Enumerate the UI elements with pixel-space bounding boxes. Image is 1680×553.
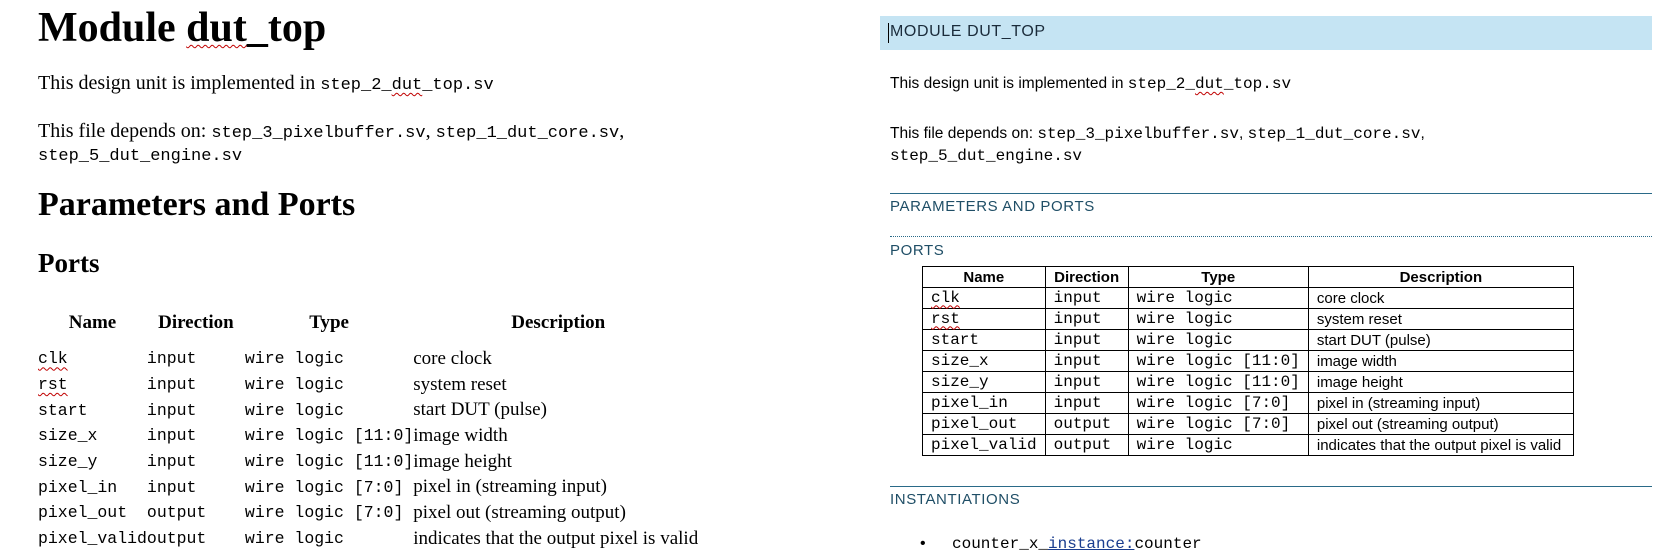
port-description-cell [1308, 372, 1573, 393]
depends-file-2: step_1_dut_core.sv [435, 124, 620, 143]
table-row [923, 330, 1574, 351]
port-name-cell-text: size_x [38, 426, 98, 446]
table-row [38, 449, 703, 475]
impl-prefix: This design unit is implemented in [890, 75, 1128, 92]
port-type-cell-text: wire logic [1136, 435, 1233, 454]
port-description-cell [1308, 435, 1573, 456]
port-name-cell-text: start [38, 400, 88, 420]
port-type-cell-text: wire logic [244, 529, 344, 549]
port-type-cell [1128, 372, 1308, 393]
port-direction-cell-text: input [146, 375, 197, 395]
header-description: Description [1308, 267, 1573, 288]
header-name: Name [68, 312, 117, 333]
port-name-cell [923, 393, 1046, 414]
port-type-cell-text: wire logic [7:0] [244, 477, 404, 497]
port-type-cell-text: wire logic [11:0] [1136, 372, 1300, 391]
port-name-cell-text: pixel_valid [38, 529, 147, 549]
port-type-cell [245, 346, 413, 372]
header-direction: Direction [1045, 267, 1128, 288]
port-name-cell [38, 500, 147, 526]
port-type-cell [1128, 309, 1308, 330]
port-description-cell [1308, 330, 1573, 351]
port-direction-cell [147, 372, 245, 398]
port-type-cell-text: wire logic [7:0] [1136, 414, 1291, 433]
port-direction-cell [1045, 393, 1128, 414]
port-description-cell-text: core clock [413, 347, 492, 369]
ports-table [38, 312, 703, 552]
port-type-cell [245, 397, 413, 423]
port-direction-cell-text: input [1053, 393, 1102, 412]
port-name-cell-text: clk [931, 288, 960, 307]
port-direction-cell [147, 423, 245, 449]
port-description-cell [413, 423, 703, 449]
port-description-cell-text: start DUT (pulse) [413, 399, 547, 421]
port-type-cell [1128, 288, 1308, 309]
port-direction-cell [147, 474, 245, 500]
port-direction-cell [147, 500, 245, 526]
depends-file-2: step_1_dut_core.sv [1247, 125, 1421, 143]
table-row [38, 346, 703, 372]
header-description: Description [511, 312, 606, 333]
port-type-cell [245, 500, 413, 526]
port-name-cell [38, 372, 147, 398]
port-description-cell-text: image height [1316, 373, 1403, 391]
port-description-cell-text: pixel in (streaming input) [1316, 394, 1481, 412]
depends-file-3: step_5_dut_engine.sv [890, 147, 1083, 165]
port-name-cell [923, 288, 1046, 309]
port-description-cell [413, 449, 703, 475]
port-name-cell-text: pixel_in [931, 393, 1008, 412]
port-direction-cell [147, 397, 245, 423]
port-description-cell-text: start DUT (pulse) [1316, 331, 1431, 349]
table-row [38, 526, 703, 552]
port-name-cell-text: start [931, 330, 980, 349]
depends-prefix: This file depends on: [38, 120, 212, 142]
depends-paragraph: This file depends on: step_3_pixelbuffer.sv, step_1_dut_core.sv, step_5_dut_engine.sv [890, 125, 1425, 165]
port-description-cell-text: system reset [413, 373, 507, 395]
port-description-cell [413, 500, 703, 526]
port-name-cell [923, 414, 1046, 435]
impl-prefix: This design unit is implemented in [38, 72, 321, 94]
table-header-row [923, 267, 1574, 288]
port-name-cell-text: clk [38, 349, 68, 369]
table-row [923, 435, 1574, 456]
section-rule [890, 193, 1652, 194]
port-direction-cell [147, 449, 245, 475]
subsection-heading: Ports [38, 248, 100, 278]
port-type-cell [245, 372, 413, 398]
right-document-pane [880, 0, 1680, 552]
port-description-cell-text: pixel in (streaming input) [413, 476, 607, 498]
table-row [38, 474, 703, 500]
depends-file-1: step_3_pixelbuffer.sv [1037, 125, 1239, 143]
table-row [38, 397, 703, 423]
port-type-cell [1128, 330, 1308, 351]
port-direction-cell-text: input [146, 400, 197, 420]
port-type-cell [245, 474, 413, 500]
port-description-cell-text: pixel out (streaming output) [413, 501, 626, 523]
port-direction-cell [1045, 414, 1128, 435]
port-description-cell [413, 526, 703, 552]
port-direction-cell [1045, 330, 1128, 351]
port-description-cell [1308, 288, 1573, 309]
ports-table-body [923, 288, 1574, 456]
port-type-cell [245, 526, 413, 552]
subsection-heading: PORTS [890, 242, 945, 259]
port-description-cell-text: system reset [1316, 310, 1402, 328]
port-description-cell-text: image height [413, 450, 512, 472]
port-type-cell-text: wire logic [7:0] [244, 503, 404, 523]
port-description-cell-text: indicates that the output pixel is valid [1316, 436, 1562, 454]
port-direction-cell-text: input [1053, 351, 1102, 370]
section-rule [890, 486, 1652, 487]
ports-table [922, 266, 1574, 456]
port-type-cell [1128, 393, 1308, 414]
section-heading: Parameters and Ports [38, 186, 356, 223]
port-description-cell [413, 346, 703, 372]
port-description-cell-text: indicates that the output pixel is valid [413, 527, 699, 549]
port-description-cell [413, 474, 703, 500]
table-row [38, 500, 703, 526]
port-description-cell-text: image width [1316, 352, 1397, 370]
subsection-rule [890, 236, 1652, 237]
port-name-cell [923, 351, 1046, 372]
port-direction-cell-text: input [1053, 372, 1102, 391]
table-row [923, 309, 1574, 330]
port-direction-cell [1045, 288, 1128, 309]
port-direction-cell [147, 526, 245, 552]
port-direction-cell [1045, 309, 1128, 330]
port-name-cell [923, 309, 1046, 330]
depends-file-3: step_5_dut_engine.sv [38, 147, 243, 166]
port-type-cell-text: wire logic [1136, 330, 1233, 349]
port-name-cell [38, 474, 147, 500]
port-type-cell-text: wire logic [244, 375, 344, 395]
port-direction-cell-text: output [146, 529, 207, 549]
port-type-cell-text: wire logic [11:0] [244, 426, 414, 446]
port-direction-cell-text: input [1053, 309, 1102, 328]
port-description-cell [413, 372, 703, 398]
port-type-cell [1128, 414, 1308, 435]
page-title [38, 4, 326, 52]
table-row [923, 351, 1574, 372]
impl-file: step_2_dut_top.sv [320, 76, 494, 95]
port-direction-cell-text: input [146, 426, 197, 446]
port-name-cell-text: pixel_valid [931, 435, 1037, 454]
port-description-cell [1308, 351, 1573, 372]
impl-file: step_2_dut_top.sv [1127, 75, 1292, 93]
port-direction-cell-text: output [1053, 435, 1112, 454]
port-type-cell-text: wire logic [7:0] [1136, 393, 1291, 412]
port-name-cell [38, 423, 147, 449]
table-row [923, 414, 1574, 435]
bullet-icon: • [920, 535, 926, 552]
section-heading: PARAMETERS AND PORTS [890, 198, 1095, 215]
table-row [923, 393, 1574, 414]
port-direction-cell [1045, 435, 1128, 456]
header-name: Name [923, 267, 1046, 288]
instance-name-prefix: counter_x_ [952, 535, 1049, 553]
port-direction-cell [1045, 351, 1128, 372]
port-name-cell [923, 435, 1046, 456]
port-direction-cell-text: input [146, 477, 197, 497]
port-description-cell [1308, 414, 1573, 435]
header-direction: Direction [158, 312, 234, 333]
port-type-cell [1128, 351, 1308, 372]
port-description-cell-text: pixel out (streaming output) [1316, 415, 1499, 433]
port-name-cell-text: size_x [931, 351, 989, 370]
ports-table-body [38, 346, 703, 552]
port-name-cell-text: pixel_out [931, 414, 1018, 433]
port-direction-cell-text: input [146, 349, 197, 369]
port-name-cell-text: size_y [38, 452, 98, 472]
port-direction-cell-text: output [146, 503, 207, 523]
port-description-cell [1308, 393, 1573, 414]
port-type-cell-text: wire logic [11:0] [1136, 351, 1300, 370]
port-name-cell [923, 330, 1046, 351]
depends-paragraph: This file depends on: step_3_pixelbuffer.sv, step_1_dut_core.sv, step_5_dut_engine.sv [38, 120, 625, 166]
port-name-cell [38, 397, 147, 423]
port-description-cell-text: core clock [1316, 289, 1385, 307]
port-name-cell-text: pixel_out [38, 503, 128, 523]
instance-link[interactable]: instance: [1048, 535, 1135, 553]
port-direction-cell [1045, 372, 1128, 393]
port-type-cell-text: wire logic [244, 400, 344, 420]
port-type-cell [245, 449, 413, 475]
header-type: Type [309, 312, 349, 333]
port-type-cell-text: wire logic [11:0] [244, 452, 414, 472]
port-name-cell-text: rst [931, 309, 960, 328]
port-description-cell [1308, 309, 1573, 330]
instantiations-heading: INSTANTIATIONS [890, 491, 1021, 508]
port-name-cell [38, 526, 147, 552]
list-item [920, 535, 1202, 553]
port-type-cell-text: wire logic [1136, 309, 1233, 328]
header-type: Type [1128, 267, 1308, 288]
port-name-cell-text: size_y [931, 372, 989, 391]
port-description-cell-text: image width [413, 424, 508, 446]
table-row [38, 423, 703, 449]
title-banner [880, 16, 1652, 50]
port-type-cell-text: wire logic [244, 349, 344, 369]
port-direction-cell-text: input [1053, 330, 1102, 349]
port-name-cell-text: pixel_in [38, 477, 118, 497]
page-title[interactable]: MODULE DUT_TOP [890, 23, 1046, 40]
port-direction-cell-text: input [1053, 288, 1102, 307]
title-text: Module dut_top [38, 5, 327, 51]
instantiations-list [920, 535, 1202, 553]
port-name-cell [923, 372, 1046, 393]
implementation-paragraph [890, 75, 1291, 93]
text-cursor [888, 23, 889, 43]
table-row [923, 288, 1574, 309]
port-name-cell-text: rst [38, 375, 68, 395]
table-row [923, 372, 1574, 393]
port-direction-cell-text: input [146, 452, 197, 472]
port-type-cell-text: wire logic [1136, 288, 1233, 307]
table-row [38, 372, 703, 398]
table-header-row [38, 312, 703, 346]
port-direction-cell-text: output [1053, 414, 1112, 433]
implementation-paragraph [38, 72, 494, 95]
port-name-cell [38, 449, 147, 475]
port-description-cell [413, 397, 703, 423]
port-direction-cell [147, 346, 245, 372]
port-type-cell [245, 423, 413, 449]
instance-type: counter [1134, 535, 1202, 553]
depends-file-1: step_3_pixelbuffer.sv [211, 124, 426, 143]
depends-prefix: This file depends on: [890, 125, 1038, 142]
port-type-cell [1128, 435, 1308, 456]
port-name-cell [38, 346, 147, 372]
